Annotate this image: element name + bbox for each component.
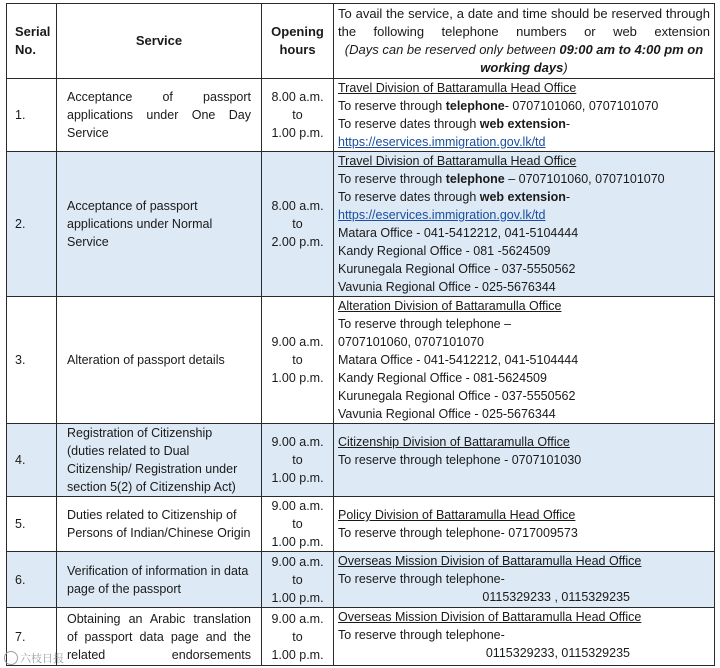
phone-numbers: 0115329233 , 0115329235 (482, 590, 630, 604)
watermark (4, 650, 64, 666)
office-name: Alteration Division of Battaramulla Office (338, 299, 562, 313)
hours-header: Opening hours (262, 4, 334, 79)
table-row (7, 152, 715, 297)
detail-line: Matara Office - 041-5412212, 041-5104444 (338, 353, 579, 367)
detail-line: Kurunegala Regional Office - 037-5550562 (338, 389, 576, 403)
hours-cell: 9.00 a.m. to 1.00 p.m. (262, 297, 334, 424)
phone-numbers: 0115329233, 0115329235 (485, 646, 630, 660)
serial-cell: 7. (7, 608, 57, 666)
header-row (7, 4, 715, 79)
telephone-line: To reserve through telephone- 0707101060, 0707101070 (338, 99, 659, 113)
details-cell (334, 497, 715, 552)
table-row (7, 608, 715, 666)
hours-cell: 9.00 a.m. to 1.00 p.m. (262, 608, 334, 666)
service-cell: Acceptance of passport applications under One Day Service (57, 79, 262, 152)
service-cell: Alteration of passport details (57, 297, 262, 424)
details-cell (334, 297, 715, 424)
serial-header: Serial No. (7, 4, 57, 79)
details-cell (334, 424, 715, 497)
hours-cell: 9.00 a.m. to 1.00 p.m. (262, 497, 334, 552)
office-name: Policy Division of Battaramulla Head Office (338, 508, 576, 522)
detail-line: Vavunia Regional Office - 025-5676344 (338, 407, 556, 421)
reservation-note-header (334, 4, 715, 79)
detail-line: To reserve through telephone- 0717009573 (338, 526, 578, 540)
details-cell (334, 79, 715, 152)
table-row (7, 424, 715, 497)
detail-line: To reserve through telephone - 0707101030 (338, 453, 582, 467)
service-cell: Obtaining an Arabic translation of passport data page and the related endorsements (57, 608, 262, 666)
detail-line: Kandy Regional Office - 081-5624509 (338, 371, 547, 385)
details-cell (334, 152, 715, 297)
telephone-line: To reserve through telephone – 0707101060, 0707101070 (338, 172, 665, 186)
watermark-logo-icon (4, 651, 18, 665)
detail-line: To reserve through telephone – (338, 317, 512, 331)
web-line: To reserve dates through web extension- (338, 190, 571, 204)
details-cell (334, 608, 715, 666)
services-table (6, 3, 715, 666)
regional-office-line: Matara Office - 041-5412212, 041-5104444 (338, 226, 579, 240)
table-row (7, 552, 715, 608)
regional-office-line: Kurunegala Regional Office - 037-5550562 (338, 262, 576, 276)
service-header: Service (57, 4, 262, 79)
regional-office-line: Vavunia Regional Office - 025-5676344 (338, 280, 556, 294)
office-name: Travel Division of Battaramulla Head Office (338, 154, 577, 168)
service-cell: Verification of information in data page of the passport (57, 552, 262, 608)
office-name: Travel Division of Battaramulla Head Office (338, 81, 577, 95)
web-extension-link[interactable]: https://eservices.immigration.gov.lk/td (338, 135, 546, 149)
office-name: Citizenship Division of Battaramulla Office (338, 435, 570, 449)
serial-cell: 4. (7, 424, 57, 497)
web-extension-link[interactable]: https://eservices.immigration.gov.lk/td (338, 208, 546, 222)
serial-cell: 2. (7, 152, 57, 297)
office-name: Overseas Mission Division of Battaramulla Head Office (338, 610, 642, 624)
serial-cell: 6. (7, 552, 57, 608)
details-cell (334, 552, 715, 608)
service-cell: Acceptance of passport applications under Normal Service (57, 152, 262, 297)
regional-office-line: Kandy Regional Office - 081 -5624509 (338, 244, 551, 258)
hours-cell: 8.00 a.m. to 1.00 p.m. (262, 79, 334, 152)
service-cell: Registration of Citizenship (duties related to Dual Citizenship/ Registration under section 5(2) of Citizenship Act) (57, 424, 262, 497)
hours-cell: 8.00 a.m. to 2.00 p.m. (262, 152, 334, 297)
table-row (7, 297, 715, 424)
table-row (7, 497, 715, 552)
table-row (7, 79, 715, 152)
service-cell: Duties related to Citizenship of Persons of Indian/Chinese Origin (57, 497, 262, 552)
reservation-note: To avail the service, a date and time should be reserved through the following telephone numbers or web extension (338, 6, 710, 39)
hours-cell: 9.00 a.m. to 1.00 p.m. (262, 424, 334, 497)
serial-cell: 1. (7, 79, 57, 152)
watermark-text: 六枝日报 (20, 653, 64, 665)
office-name: Overseas Mission Division of Battaramulla Head Office (338, 554, 642, 568)
serial-cell: 5. (7, 497, 57, 552)
hours-cell: 9.00 a.m. to 1.00 p.m. (262, 552, 334, 608)
serial-cell: 3. (7, 297, 57, 424)
web-line: To reserve dates through web extension- (338, 117, 571, 131)
detail-line: 0707101060, 0707101070 (338, 335, 484, 349)
detail-line: To reserve through telephone- (338, 628, 505, 642)
reservation-hours-note: (Days can be reserved only between 09:00 am to 4:00 pm on working days) (344, 42, 704, 75)
detail-line: To reserve through telephone- (338, 572, 505, 586)
